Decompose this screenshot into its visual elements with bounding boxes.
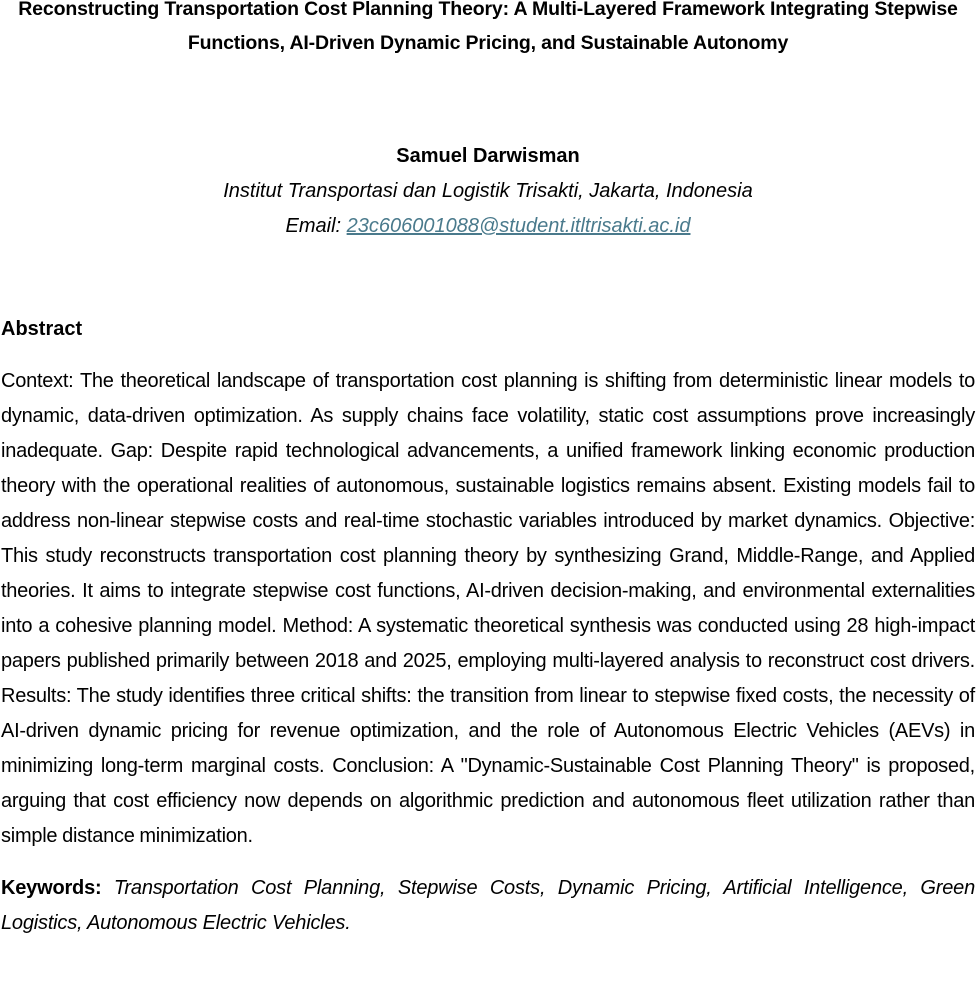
keywords-label: Keywords: bbox=[1, 877, 102, 899]
author-name: Samuel Darwisman bbox=[396, 145, 580, 167]
author-email-line bbox=[1, 209, 975, 244]
author-block bbox=[1, 139, 975, 244]
email-label: Email: bbox=[285, 215, 347, 237]
author-affiliation: Institut Transportasi dan Logistik Trisakti, Jakarta, Indonesia bbox=[223, 180, 753, 202]
email-link[interactable]: 23c606001088@student.itltrisakti.ac.id bbox=[346, 215, 691, 237]
paper-title: Reconstructing Transportation Cost Planning Theory: A Multi-Layered Framework Integrating Stepwise Functions, AI-Driven Dynamic Pricing, and Sustainable Autonomy bbox=[18, 0, 958, 54]
abstract-heading: Abstract bbox=[1, 318, 83, 340]
abstract-body: Context: The theoretical landscape of transportation cost planning is shifting from deterministic linear models to dynamic, data-driven optimization. As supply chains face volatility, static cost assumptions prove increasingly inadequate. Gap: Despite rapid technological advancements, a unified framework linking economic production theory with the operational realities of autonomous, sustainable logistics remains absent. Existing models fail to address non-linear stepwise costs and real-time stochastic variables introduced by market dynamics. Objective: This study reconstructs transportation cost planning theory by synthesizing Grand, Middle-Range, and Applied theories. It aims to integrate stepwise cost functions, AI-driven decision-making, and environmental externalities into a cohesive planning model. Method: A systematic theoretical synthesis was conducted using 28 high-impact papers published primarily between 2018 and 2025, employing multi-layered analysis to reconstruct cost drivers. Results: The study identifies three critical shifts: the transition from linear to stepwise fixed costs, the necessity of AI-driven dynamic pricing for revenue optimization, and the role of Autonomous Electric Vehicles (AEVs) in minimizing long-term marginal costs. Conclusion: A "Dynamic-Sustainable Cost Planning Theory" is proposed, arguing that cost efficiency now depends on algorithmic prediction and autonomous fleet utilization rather than simple distance minimization. bbox=[1, 370, 975, 847]
keywords bbox=[1, 871, 975, 941]
keywords-text: Transportation Cost Planning, Stepwise Costs, Dynamic Pricing, Artificial Intelligence, Green Logistics, Autonomous Electric Vehicles. bbox=[1, 877, 975, 934]
